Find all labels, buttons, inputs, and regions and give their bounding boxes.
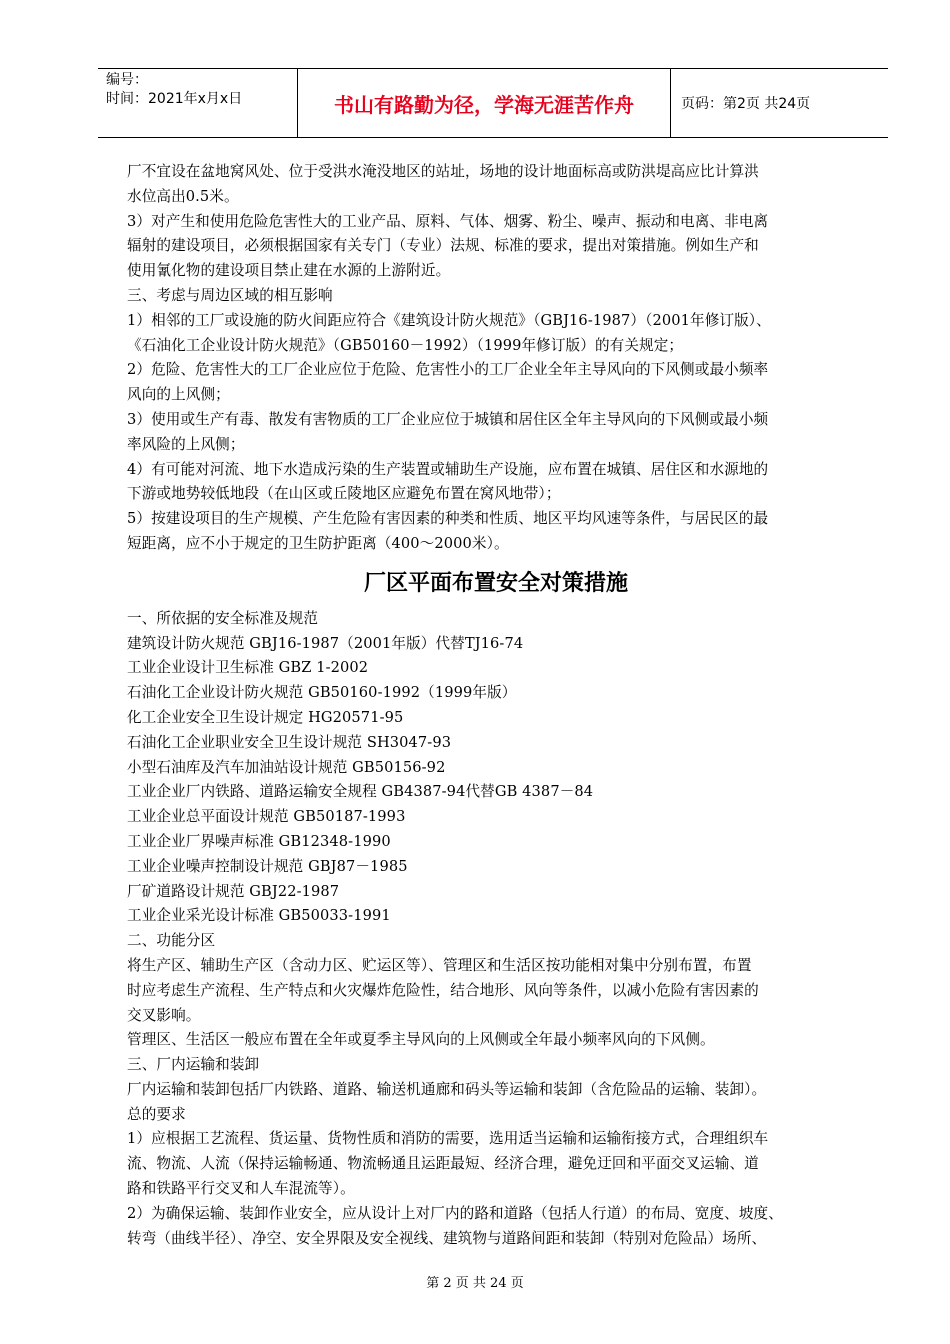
- text-line: 2）危险、危害性大的工厂企业应位于危险、危害性小的工厂企业全年主导风向的下风侧或最小频率: [127, 361, 769, 379]
- text-line: 1）应根据工艺流程、货运量、货物性质和消防的需要，选用适当运输和运输衔接方式，合理组织车: [127, 1130, 769, 1148]
- text-line: 化工企业安全卫生设计规定 HG20571-95: [127, 708, 404, 726]
- text-line: 石油化工企业设计防火规范 GB50160-1992（1999年版）: [127, 684, 517, 702]
- header-meta: [98, 69, 298, 137]
- header-page-info: 页码：第2页 共24页: [681, 96, 811, 112]
- page-header: [98, 68, 888, 138]
- text-line: 交叉影响。: [127, 1006, 201, 1024]
- text-line: 三、厂内运输和装卸: [127, 1056, 260, 1074]
- text-line: 工业企业厂内铁路、道路运输安全规程 GB4387-94代替GB 4387－84: [127, 783, 594, 801]
- text-line: 厂内运输和装卸包括厂内铁路、道路、输送机通廊和码头等运输和装卸（含危险品的运输、装卸）。: [127, 1080, 767, 1098]
- text-line: 4）有可能对河流、地下水造成污染的生产装置或辅助生产设施，应布置在城镇、居住区和水源地的: [127, 460, 769, 478]
- text-line: 水位高出0.5米。: [127, 187, 239, 205]
- text-line: 流、物流、人流（保持运输畅通、物流畅通且运距最短、经济合理，避免迂回和平面交叉运输、道: [127, 1155, 759, 1173]
- text-line: 二、功能分区: [127, 932, 216, 950]
- text-line: 总的要求: [127, 1105, 186, 1123]
- document-body: [127, 160, 865, 1251]
- text-line: 转弯（曲线半径）、净空、安全界限及安全视线、建筑物与道路间距和装卸（特别对危险品）场所、: [127, 1229, 767, 1247]
- text-line: 《石油化工企业设计防火规范》（GB50160－1992）（1999年修订版）的有关规定；: [127, 336, 684, 354]
- page-footer: 第 2 页 共 24 页: [426, 1276, 524, 1291]
- document-time: 时间：2021年x月x日: [106, 91, 243, 107]
- text-line: 工业企业厂界噪声标准 GB12348-1990: [127, 832, 391, 850]
- text-line: 时应考虑生产流程、生产特点和火灾爆炸危险性，结合地形、风向等条件，以减小危险有害因素的: [127, 981, 759, 999]
- text-line: 5）按建设项目的生产规模、产生危险有害因素的种类和性质、地区平均风速等条件，与居民区的最: [127, 510, 769, 528]
- text-line: 工业企业噪声控制设计规范 GBJ87－1985: [127, 857, 408, 875]
- text-line: 风向的上风侧；: [127, 386, 230, 404]
- text-line: 石油化工企业职业安全卫生设计规范 SH3047-93: [127, 733, 452, 751]
- text-line: 1）相邻的工厂或设施的防火间距应符合《建筑设计防火规范》（GBJ16-1987）（2001年修订版）、: [127, 311, 771, 329]
- text-line: 2）为确保运输、装卸作业安全，应从设计上对厂内的路和道路（包括人行道）的布局、宽度、坡度、: [127, 1204, 783, 1222]
- body-block-lower: [127, 607, 865, 1252]
- text-line: 工业企业总平面设计规范 GB50187-1993: [127, 808, 406, 826]
- text-line: 建筑设计防火规范 GBJ16-1987（2001年版）代替TJ16-74: [127, 634, 524, 652]
- text-line: 将生产区、辅助生产区（含动力区、贮运区等）、管理区和生活区按功能相对集中分别布置，布置: [127, 956, 752, 974]
- text-line: 3）使用或生产有毒、散发有害物质的工厂企业应位于城镇和居住区全年主导风向的下风侧或最小频: [127, 410, 769, 428]
- header-motto: 书山有路勤为径，学海无涯苦作舟: [298, 69, 671, 137]
- text-line: 小型石油库及汽车加油站设计规范 GB50156-92: [127, 758, 446, 776]
- text-line: 一、所依据的安全标准及规范: [127, 609, 319, 627]
- text-line: 管理区、生活区一般应布置在全年或夏季主导风向的上风侧或全年最小频率风向的下风侧。: [127, 1031, 715, 1049]
- text-line: 厂不宜设在盆地窝风处、位于受洪水淹没地区的站址，场地的设计地面标高或防洪堤高应比计算洪: [127, 163, 759, 180]
- section-title: 厂区平面布置安全对策措施: [363, 570, 628, 596]
- text-line: 辐射的建设项目，必须根据国家有关专门（专业）法规、标准的要求，提出对策措施。例如生产和: [127, 237, 759, 255]
- document-number: 编号：: [106, 72, 148, 88]
- text-line: 3）对产生和使用危险危害性大的工业产品、原料、气体、烟雾、粉尘、噪声、振动和电离、非电离: [127, 212, 769, 230]
- text-line: 率风险的上风侧；: [127, 435, 245, 453]
- text-line: 下游或地势较低地段（在山区或丘陵地区应避免布置在窝风地带）；: [127, 485, 561, 503]
- text-line: 三、考虑与周边区域的相互影响: [127, 286, 333, 304]
- text-line: 路和铁路平行交叉和人车混流等）。: [127, 1180, 355, 1198]
- text-line: 工业企业采光设计标准 GB50033-1991: [127, 907, 391, 925]
- text-line: 使用氰化物的建设项目禁止建在水源的上游附近。: [127, 262, 451, 280]
- text-line: 工业企业设计卫生标准 GBZ 1-2002: [127, 659, 369, 677]
- body-block-upper: [127, 160, 865, 557]
- text-line: 厂矿道路设计规范 GBJ22-1987: [127, 882, 340, 900]
- text-line: 短距离，应不小于规定的卫生防护距离（400～2000米）。: [127, 534, 509, 552]
